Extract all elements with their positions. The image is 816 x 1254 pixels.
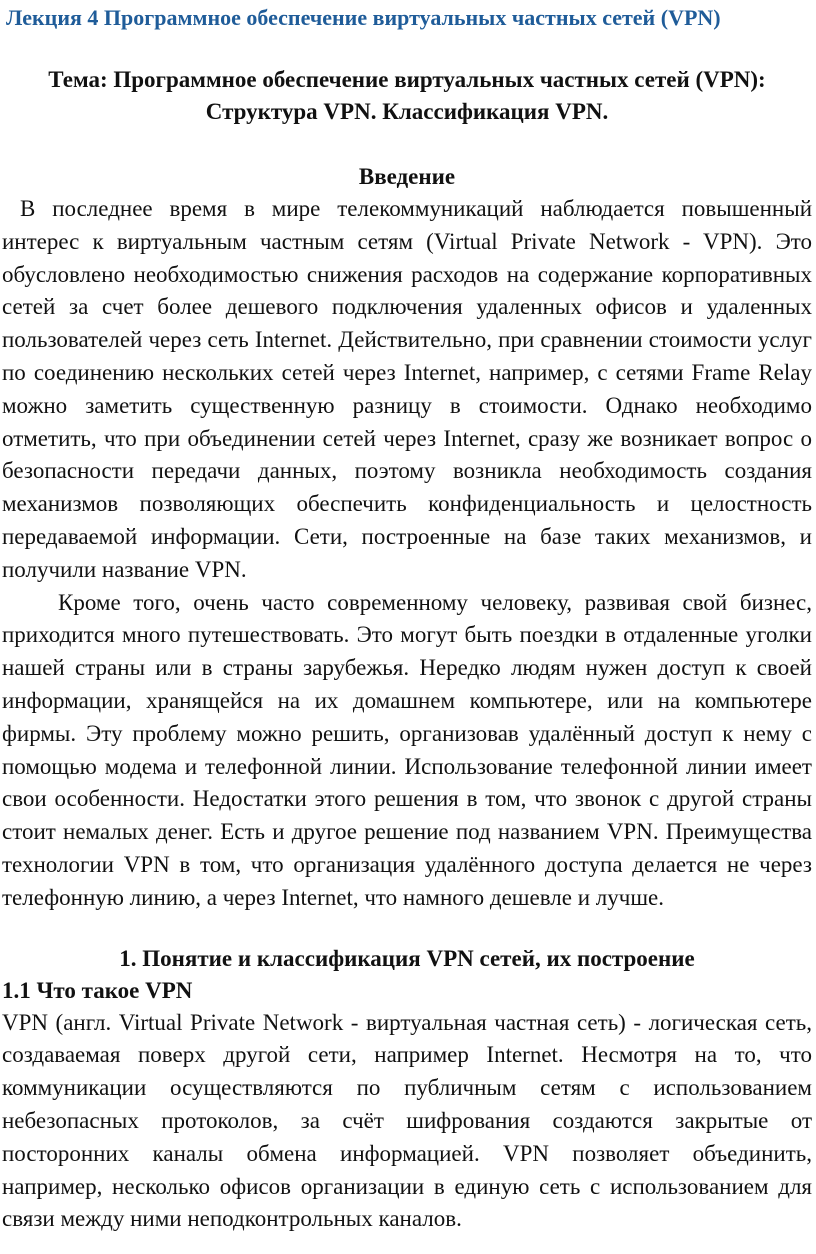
topic-line-1: Тема: Программное обеспечение виртуальных частных сетей (VPN): [48,67,766,92]
intro-paragraph-2: Кроме того, очень часто современному человеку, развивая свой бизнес, приходится много путешествовать. Это могут быть поездки в отдаленные уголки нашей страны или в страны зарубежья. Нередко людям нужен доступ к своей информации, хранящейся на их домашнем компьютере, или на компьютере фирмы. Эту проблему можно решить, организовав удалённый доступ к нему с помощью модема и телефонной линии. Использование телефонной линии имеет свои особенности. Недостатки этого решения в том, что звонок с другой страны стоит немалых денег. Есть и другое решение под названием VPN. Преимущества технологии VPN в том, что организация удалённого доступа делается не через телефонную линию, а через Internet, что намного дешевле и лучше. [2,589,812,910]
topic-heading [2,64,812,128]
intro-paragraph-1: В последнее время в мире телекоммуникаций наблюдается повышенный интерес к виртуальным частным сетям (Virtual Private Network - VPN). Это обусловлено необходимостью снижения расходов на содержание корпоративных сетей за счет более дешевого подключения удаленных офисов и удаленных пользователей через сеть Internet. Действительно, при сравнении стоимости услуг по соединению нескольких сетей через Internet, например, с сетями Frame Relay можно заметить существенную разницу в стоимости. Однако необходимо отметить, что при объединении сетей через Internet, сразу же возникает вопрос о безопасности передачи данных, поэтому возникла необходимость создания механизмов позволяющих обеспечить конфиденциальность и целостность передаваемой информации. Сети, построенные на базе таких механизмов, и получили название VPN. [2,196,812,582]
topic-line-2: Структура VPN. Классификация VPN. [205,99,609,124]
subsection-1-1-heading: 1.1 Что такое VPN [2,977,193,1003]
section-1-heading: 1. Понятие и классификация VPN сетей, их построение [119,945,695,971]
lecture-title: Лекция 4 Программное обеспечение виртуальных частных сетей (VPN) [6,5,721,30]
section-1-1-paragraph: VPN (англ. Virtual Private Network - виртуальная частная сеть) - логическая сеть, создаваемая поверх другой сети, например Internet. Несмотря на то, что коммуникации осуществляются по публичным сетям с использованием небезопасных протоколов, за счёт шифрования создаются закрытые от посторонних каналы обмена информацией. VPN позволяет объединить, например, несколько офисов организации в единую сеть с использованием для связи между ними неподконтрольных каналов. [2,1009,812,1232]
intro-heading: Введение [358,164,456,189]
